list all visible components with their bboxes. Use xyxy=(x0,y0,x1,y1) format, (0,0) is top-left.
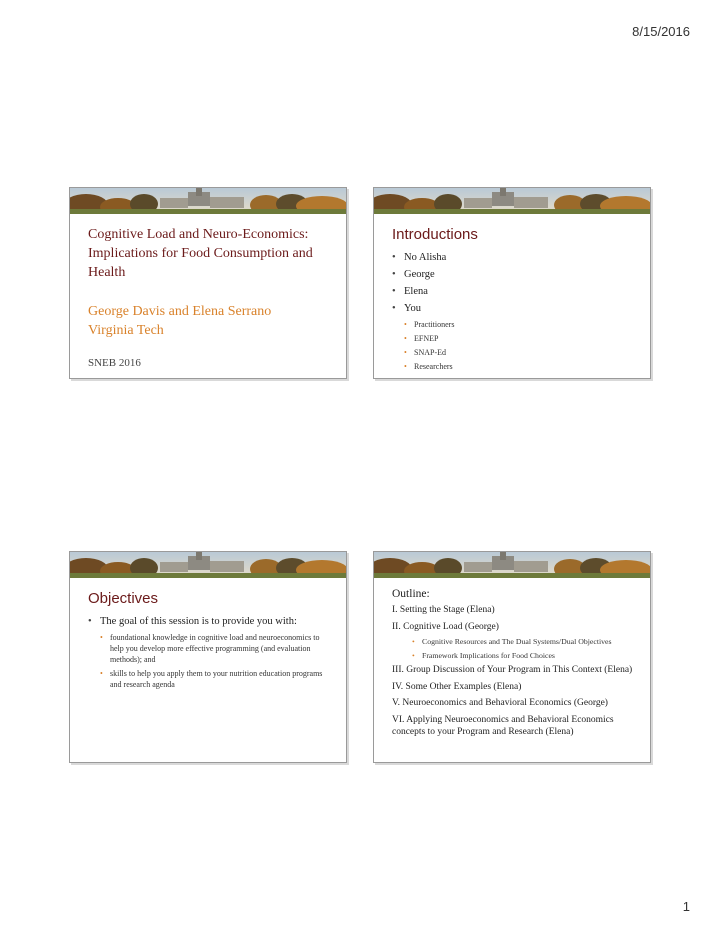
campus-banner-image xyxy=(374,552,650,578)
slide-title xyxy=(69,187,347,379)
sub-list-item: • Practitioners xyxy=(392,319,636,330)
list-item: • Elena xyxy=(392,285,636,298)
outline-item: II. Cognitive Load (George) xyxy=(392,621,499,632)
slide-conference: SNEB 2016 xyxy=(88,357,141,369)
outline-item: I. Setting the Stage (Elena) xyxy=(392,605,495,615)
sub-list-item: • skills to help you apply them to your nutrition education programs and research agenda xyxy=(88,668,332,690)
outline-sub-item: • Framework Implications for Food Choices xyxy=(392,651,636,662)
campus-banner-image xyxy=(70,552,346,578)
slide-heading: Objectives xyxy=(88,590,159,607)
outline-item: IV. Some Other Examples (Elena) xyxy=(392,681,522,692)
page-date: 8/15/2016 xyxy=(632,24,690,39)
list-item: • You xyxy=(392,302,636,315)
slide-heading: Outline: xyxy=(392,588,430,600)
sub-list-item: • SNAP-Ed xyxy=(392,347,636,358)
campus-banner-image xyxy=(374,188,650,214)
outline-item: VI. Applying Neuroeconomics and Behavioral Economics concepts to your Program and Research (Elena) xyxy=(392,714,614,737)
slide-introductions xyxy=(373,187,651,379)
list-item: • George xyxy=(392,268,636,281)
bullet-list xyxy=(88,615,332,690)
outline-sub-item: • Cognitive Resources and The Dual Systems/Dual Objectives xyxy=(392,637,636,648)
sub-list-item: • foundational knowledge in cognitive load and neuroeconomics to help you develop more effective programming (and evaluation methods); and xyxy=(88,632,332,665)
slide-objectives xyxy=(69,551,347,763)
slide-title-text: Cognitive Load and Neuro-Economics: Implications for Food Consumption and Health xyxy=(88,227,313,280)
list-item: • The goal of this session is to provide you with: xyxy=(88,615,332,628)
campus-banner-image xyxy=(70,188,346,214)
slide-outline xyxy=(373,551,651,763)
sub-list-item: • EFNEP xyxy=(392,333,636,344)
outline-item: V. Neuroeconomics and Behavioral Economics (George) xyxy=(392,698,608,708)
page-number: 1 xyxy=(682,899,690,914)
slide-authors: George Davis and Elena Serrano Virginia Tech xyxy=(88,304,272,338)
bullet-list xyxy=(392,251,636,372)
outline-item: III. Group Discussion of Your Program in This Context (Elena) xyxy=(392,665,633,675)
slide-heading: Introductions xyxy=(392,226,478,243)
sub-list-item: • Researchers xyxy=(392,361,636,372)
list-item: • No Alisha xyxy=(392,251,636,264)
